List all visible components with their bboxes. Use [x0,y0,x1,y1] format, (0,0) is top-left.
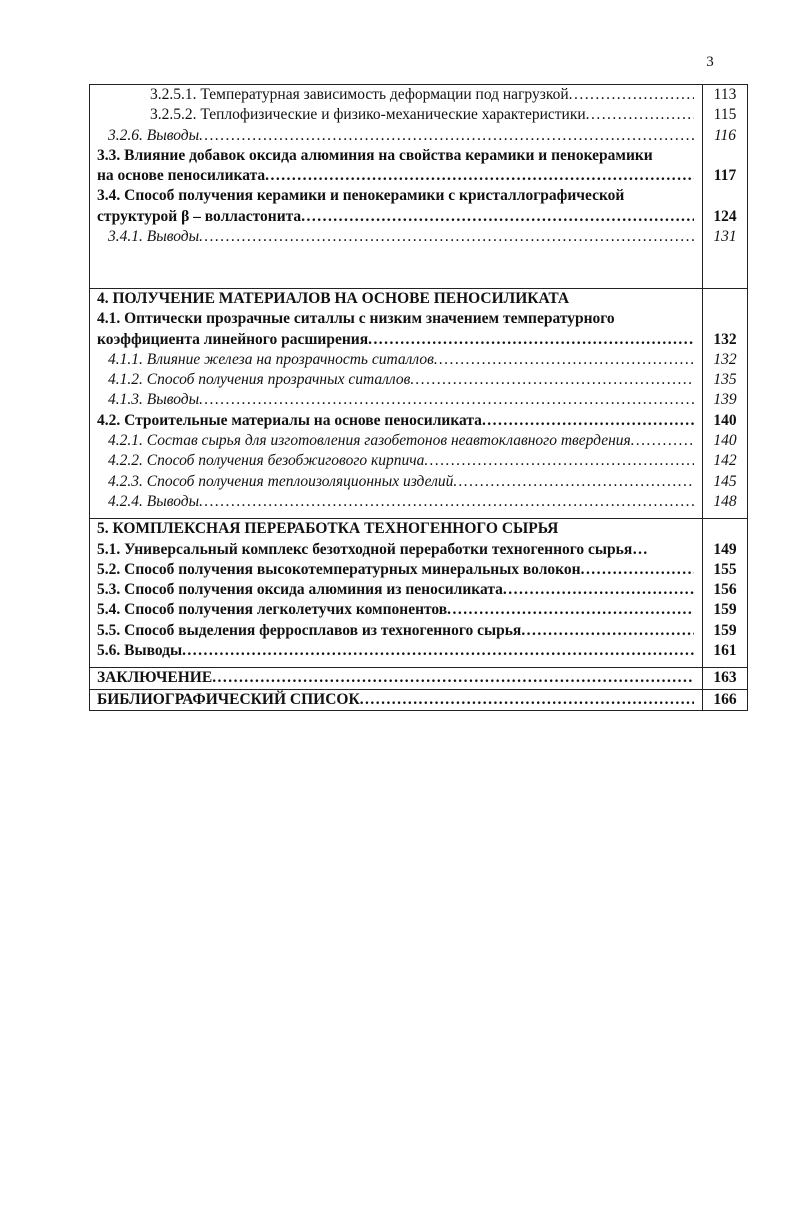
page-ref: 131 [713,228,737,246]
toc-entry [90,309,702,329]
toc-section [90,668,748,689]
dot-leader [434,350,694,370]
entry-title: 4.2.3. Способ получения теплоизоляционных изделий [108,472,454,490]
dot-leader [199,227,694,247]
dot-leader [586,105,694,125]
dot-leader [199,126,694,146]
toc-entry [90,472,702,492]
dot-leader [368,330,694,350]
toc-entry [90,330,702,350]
toc-entry [90,350,702,370]
dot-leader [265,166,694,186]
entry-title: 3.2.5.2. Теплофизические и физико-механические характеристики [150,106,586,124]
dot-leader [410,370,694,390]
dot-leader [581,560,694,580]
page-ref: 132 [713,330,737,348]
entry-title: 3.4.1. Выводы [108,228,200,246]
toc-entry [90,126,702,146]
toc-entry [90,560,702,580]
page-ref: 166 [713,690,737,708]
entry-title: 5.3. Способ получения оксида алюминия из пеносиликата [97,581,503,599]
toc-entry [90,370,702,390]
toc-section [90,288,748,518]
page-ref: 163 [713,669,737,687]
toc-entry [90,600,702,620]
entry-title: 4. ПОЛУЧЕНИЕ МАТЕРИАЛОВ НА ОСНОВЕ ПЕНОСИЛИКАТА [97,289,570,307]
page-ref: 159 [713,601,737,619]
toc-entry [90,431,702,451]
dot-leader [199,390,694,410]
toc-entry [90,411,702,431]
page-ref: 116 [713,126,737,144]
toc-entry [90,390,702,410]
page-ref: 145 [713,472,737,490]
toc-entry [90,207,702,227]
entry-title: 4.1. Оптически прозрачные ситаллы с низким значением температурного [97,310,615,328]
page-ref: 132 [713,350,737,368]
entry-title: 5.2. Способ получения высокотемпературных минеральных волокон [97,560,581,578]
entry-title: 5.4. Способ получения легколетучих компонентов [97,601,448,619]
page-ref: 140 [713,432,737,450]
entry-title: коэффициента линейного расширения [97,330,369,348]
dot-leader [212,668,694,688]
dot-leader [447,600,694,620]
toc-entry [90,146,702,166]
page-ref-blank [703,146,747,166]
dot-leader [424,451,694,471]
page-number: 3 [706,54,714,70]
page-ref: 149 [713,540,737,558]
entry-title: 3.2.5.1. Температурная зависимость деформации под нагрузкой [150,86,569,103]
section-heading [90,289,702,309]
entry-title: ЗАКЛЮЧЕНИЕ [97,669,213,687]
dot-leader [453,472,694,492]
section-heading [90,519,702,539]
page-ref: 140 [713,411,737,429]
dot-leader [360,690,694,710]
table-of-contents [89,84,748,711]
page-ref: 161 [713,642,737,660]
page-ref: 148 [713,492,737,510]
dot-leader [482,411,694,431]
entry-title: 4.2. Строительные материалы на основе пеносиликата [97,411,482,429]
toc-entry [90,580,702,600]
entry-title: 5.6. Выводы [97,642,183,660]
page-ref: 142 [713,452,737,470]
entry-title: на основе пеносиликата [97,167,266,185]
toc-entry [90,621,702,641]
toc-entry [90,85,702,105]
page-ref: 156 [713,581,737,599]
dot-leader [503,580,694,600]
toc-section [90,689,748,710]
entry-title: структурой β – волластонита [97,207,302,225]
toc-entry [90,690,702,710]
dot-leader [521,621,694,641]
entry-title: 4.2.2. Способ получения безобжигового кирпича [108,452,425,470]
page-ref: 117 [713,167,737,185]
entry-title: 4.1.2. Способ получения прозрачных ситаллов [108,371,411,389]
dot-leader [631,431,694,451]
page-ref: 124 [713,207,737,225]
toc-entry [90,105,702,125]
page-ref: 113 [713,86,737,103]
page-ref: 139 [713,391,737,409]
entry-title: 3.2.6. Выводы [108,126,200,144]
dot-leader [301,207,694,227]
page-ref: 159 [713,621,737,639]
page-ref: 115 [713,106,737,124]
entry-title: 4.1.1. Влияние железа на прозрачность ситаллов [108,350,434,368]
dot-leader [199,492,694,512]
toc-entry [90,641,702,661]
dot-leader [569,85,694,105]
entry-title: БИБЛИОГРАФИЧЕСКИЙ СПИСОК [97,690,360,708]
toc-entry [90,540,702,560]
toc-entry [90,227,702,247]
page-ref-blank [703,309,747,329]
toc-entry [90,451,702,471]
entry-title: 5.5. Способ выделения ферросплавов из техногенного сырья [97,621,522,639]
toc-entry [90,668,702,688]
toc-entry [90,492,702,512]
entry-title: 5.1. Универсальный комплекс безотходной переработки техногенного сырья… [97,540,648,558]
entry-title: 3.4. Способ получения керамики и пенокерамики с кристаллографической [97,187,625,205]
toc-entry [90,186,702,206]
entry-title: 4.2.4. Выводы [108,492,200,510]
toc-section [90,519,748,668]
page-ref: 155 [713,560,737,578]
entry-title: 4.2.1. Состав сырья для изготовления газобетонов неавтоклавного твердения [108,432,631,450]
entry-title: 3.3. Влияние добавок оксида алюминия на свойства керамики и пенокерамики [97,146,653,164]
page-ref-blank [703,186,747,206]
page-ref: 135 [713,371,737,389]
dot-leader [182,641,694,661]
toc-section [90,85,748,289]
toc-entry [90,166,702,186]
entry-title: 5. КОМПЛЕКСНАЯ ПЕРЕРАБОТКА ТЕХНОГЕННОГО СЫРЬЯ [97,520,559,538]
entry-title: 4.1.3. Выводы [108,391,200,409]
